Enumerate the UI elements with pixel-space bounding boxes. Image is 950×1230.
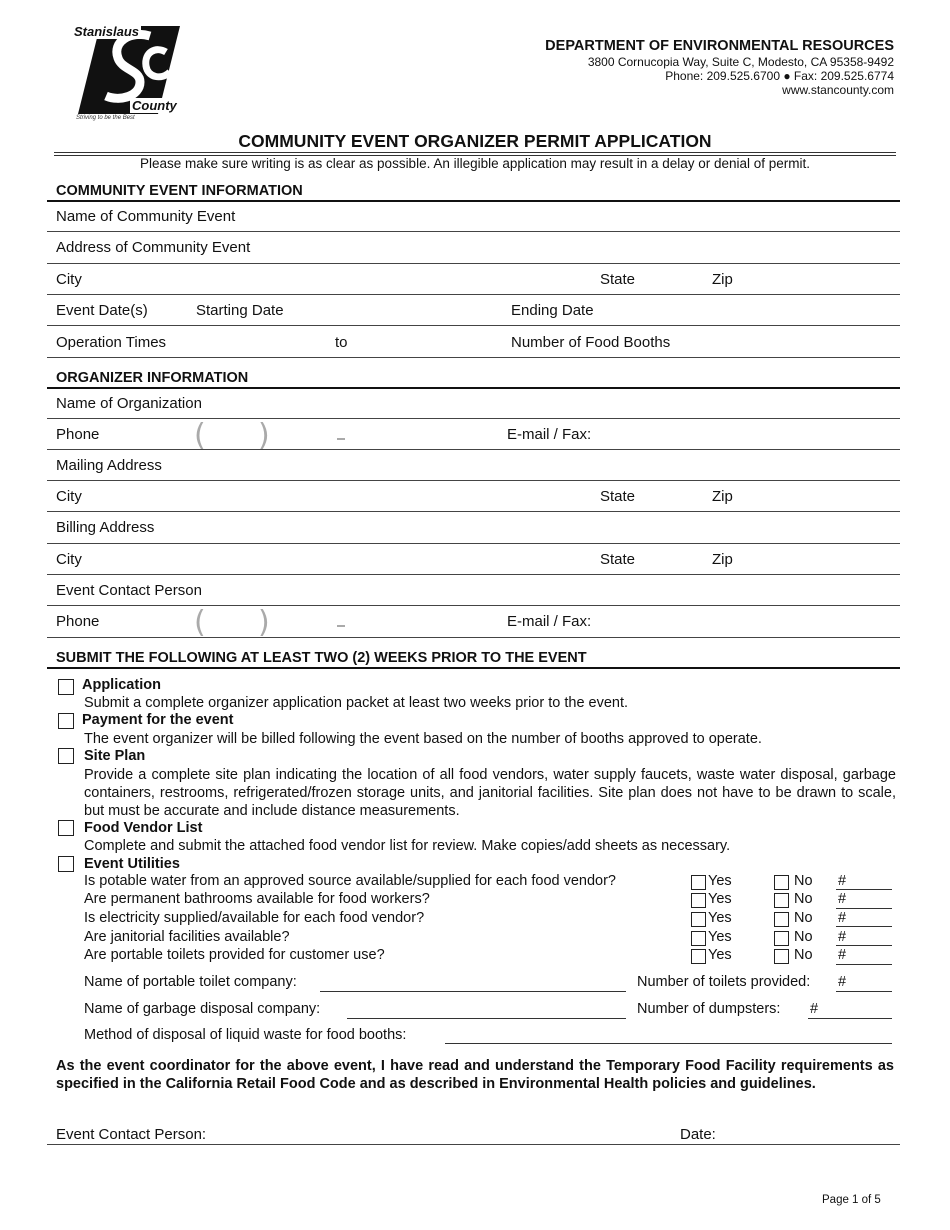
utility-question: Is electricity supplied/available for each food vendor? — [84, 910, 425, 926]
event-section-heading: COMMUNITY EVENT INFORMATION — [56, 183, 303, 199]
count-hash: # — [838, 947, 847, 963]
toilets-provided-label: Number of toilets provided: — [637, 974, 811, 990]
mailing-zip-label: Zip — [712, 488, 733, 505]
item-desc: Provide a complete site plan indicating the location of all food vendors, water supply faucets, waste water disposal, garbage containers, restrooms, refrigerated/frozen storage units, and janitorial facilities. Site plan does not have to be drawn to scale, but must be accurate and include distance measurements. — [84, 767, 896, 819]
organizer-phone-label: Phone — [56, 426, 100, 443]
dumpsters-label: Number of dumpsters: — [637, 1001, 781, 1017]
signature-contact-label: Event Contact Person: — [56, 1126, 207, 1143]
application-checkbox[interactable] — [58, 679, 74, 695]
payment-checkbox[interactable] — [58, 713, 74, 729]
count-field[interactable] — [836, 908, 892, 909]
count-hash: # — [838, 873, 847, 889]
utility-question: Are janitorial facilities available? — [84, 929, 290, 945]
no-label: No — [794, 891, 813, 907]
mailing-address-label: Mailing Address — [56, 457, 162, 474]
phone-area-close-paren: ) — [258, 418, 270, 453]
contact-email-field[interactable] — [600, 609, 890, 635]
event-zip-label: Zip — [712, 271, 733, 288]
rule — [47, 418, 900, 419]
item-title: Event Utilities — [84, 856, 180, 872]
liquid-waste-field[interactable] — [445, 1043, 892, 1044]
phone-area-close-paren: ) — [258, 605, 270, 640]
yes-label: Yes — [708, 929, 732, 945]
toilet-company-label: Name of portable toilet company: — [84, 974, 297, 990]
billing-state-label: State — [600, 551, 636, 568]
yes-label: Yes — [708, 910, 732, 926]
item-desc: The event organizer will be billed following the event based on the number of booths approved to operate. — [84, 731, 762, 747]
no-label: No — [794, 929, 813, 945]
county-logo — [70, 22, 185, 122]
utility-question: Are portable toilets provided for customer use? — [84, 947, 385, 963]
contact-phone-field[interactable] — [205, 609, 485, 635]
operation-to-label: to — [335, 334, 348, 351]
organizer-section-heading: ORGANIZER INFORMATION — [56, 370, 249, 386]
rule — [47, 605, 900, 606]
yes-checkbox[interactable] — [691, 949, 706, 964]
toilet-company-field[interactable] — [320, 991, 626, 992]
rule — [47, 357, 900, 358]
organizer-email-field[interactable] — [600, 422, 890, 448]
event-dates-label: Event Date(s) — [56, 302, 148, 319]
count-field[interactable] — [836, 926, 892, 927]
yes-checkbox[interactable] — [691, 912, 706, 927]
item-title: Food Vendor List — [84, 820, 203, 836]
event-contact-field[interactable] — [215, 578, 890, 604]
mailing-address-field[interactable] — [175, 453, 890, 479]
rule — [47, 200, 900, 202]
logo-tagline: Striving to be the Best — [76, 115, 135, 121]
department-website: www.stancounty.com — [782, 83, 894, 97]
event-city-field[interactable] — [90, 267, 590, 293]
item-title: Application — [82, 677, 161, 693]
submit-section-heading: SUBMIT THE FOLLOWING AT LEAST TWO (2) WEEKS PRIOR TO THE EVENT — [56, 650, 587, 666]
food-booths-label: Number of Food Booths — [511, 334, 671, 351]
department-header — [545, 38, 894, 97]
organization-name-field[interactable] — [215, 391, 890, 417]
rule — [47, 543, 900, 544]
event-zip-field[interactable] — [740, 267, 890, 293]
operation-times-label: Operation Times — [56, 334, 167, 351]
form-title: COMMUNITY EVENT ORGANIZER PERMIT APPLICATION — [238, 131, 712, 151]
event-state-field[interactable] — [645, 267, 705, 293]
yes-checkbox[interactable] — [691, 875, 706, 890]
item-desc: Complete and submit the attached food vendor list for review. Make copies/add sheets as necessary. — [84, 838, 731, 854]
count-hash: # — [838, 910, 847, 926]
no-checkbox[interactable] — [774, 931, 789, 946]
event-address-field[interactable] — [265, 235, 890, 261]
organization-name-label: Name of Organization — [56, 395, 202, 412]
dumpsters-field[interactable] — [808, 1018, 892, 1019]
page-number: Page 1 of 5 — [822, 1194, 881, 1206]
food-booths-field[interactable] — [685, 330, 890, 356]
rule — [47, 480, 900, 481]
count-field[interactable] — [836, 964, 892, 965]
billing-city-field[interactable] — [90, 547, 590, 573]
liquid-waste-label: Method of disposal of liquid waste for food booths: — [84, 1027, 407, 1043]
mailing-city-label: City — [56, 488, 82, 505]
yes-checkbox[interactable] — [691, 931, 706, 946]
ending-date-field[interactable] — [605, 298, 890, 324]
mailing-zip-field[interactable] — [740, 484, 890, 510]
yes-label: Yes — [708, 873, 732, 889]
site-plan-checkbox[interactable] — [58, 748, 74, 764]
logo-top-text: Stanislaus — [74, 24, 140, 39]
signature-date-label: Date: — [680, 1126, 716, 1143]
count-hash: # — [838, 891, 847, 907]
signature-date-field[interactable] — [720, 1122, 890, 1144]
logo-bottom-text: County — [132, 98, 177, 113]
mailing-city-field[interactable] — [90, 484, 590, 510]
mailing-state-field[interactable] — [645, 484, 705, 510]
billing-address-field[interactable] — [170, 515, 890, 541]
billing-state-field[interactable] — [645, 547, 705, 573]
yes-checkbox[interactable] — [691, 893, 706, 908]
department-name: DEPARTMENT OF ENVIRONMENTAL RESOURCES — [545, 38, 894, 54]
billing-zip-label: Zip — [712, 551, 733, 568]
contact-phone-label: Phone — [56, 613, 100, 630]
billing-zip-field[interactable] — [740, 547, 890, 573]
item-title: Payment for the event — [82, 712, 234, 728]
yes-label: Yes — [708, 891, 732, 907]
item-title: Site Plan — [84, 748, 146, 764]
no-checkbox[interactable] — [774, 875, 789, 890]
item-desc: Submit a complete organizer application packet at least two weeks prior to the event. — [84, 695, 629, 711]
rule — [47, 263, 900, 264]
event-name-field[interactable] — [250, 204, 890, 230]
phone-area-open-paren: ( — [194, 605, 206, 640]
no-label: No — [794, 910, 813, 926]
rule — [47, 294, 900, 295]
event-utilities-checkbox[interactable] — [58, 856, 74, 872]
event-state-label: State — [600, 271, 636, 288]
department-address: 3800 Cornucopia Way, Suite C, Modesto, CA 95358-9492 — [587, 55, 894, 69]
rule — [47, 637, 900, 638]
operation-end-time-field[interactable] — [355, 330, 500, 356]
event-contact-label: Event Contact Person — [56, 582, 202, 599]
no-label: No — [794, 947, 813, 963]
organizer-email-label: E-mail / Fax: — [507, 426, 592, 443]
starting-date-label: Starting Date — [196, 302, 284, 319]
event-name-label: Name of Community Event — [56, 208, 236, 225]
organizer-phone-field[interactable] — [205, 422, 485, 448]
no-checkbox[interactable] — [774, 912, 789, 927]
count-field[interactable] — [836, 945, 892, 946]
operation-start-time-field[interactable] — [180, 330, 325, 356]
count-hash: # — [838, 929, 847, 945]
rule — [47, 1144, 900, 1145]
signature-contact-field[interactable] — [215, 1122, 670, 1144]
rule — [47, 574, 900, 575]
billing-address-label: Billing Address — [56, 519, 155, 536]
garbage-company-field[interactable] — [347, 1018, 626, 1019]
event-address-label: Address of Community Event — [56, 239, 251, 256]
rule — [47, 387, 900, 389]
declaration-text: As the event coordinator for the above event, I have read and understand the Temporary Food Facility requirements as specified in the California Retail Food Code and as described in Environmental Health policies and guidelines. — [56, 1058, 894, 1092]
food-vendor-list-checkbox[interactable] — [58, 820, 74, 836]
yes-label: Yes — [708, 947, 732, 963]
utility-question: Is potable water from an approved source available/supplied for each food vendor? — [84, 873, 616, 889]
dumpsters-hash: # — [810, 1001, 819, 1017]
rule — [47, 511, 900, 512]
phone-area-open-paren: ( — [194, 418, 206, 453]
no-checkbox[interactable] — [774, 949, 789, 964]
no-checkbox[interactable] — [774, 893, 789, 908]
mailing-state-label: State — [600, 488, 636, 505]
event-city-label: City — [56, 271, 82, 288]
rule — [47, 325, 900, 326]
utility-question: Are permanent bathrooms available for food workers? — [84, 891, 430, 907]
billing-city-label: City — [56, 551, 82, 568]
count-field[interactable] — [836, 889, 892, 890]
ending-date-label: Ending Date — [511, 302, 594, 319]
contact-email-label: E-mail / Fax: — [507, 613, 592, 630]
instructions: Please make sure writing is as clear as possible. An illegible application may result in a delay or denial of permit. — [139, 156, 811, 171]
toilets-provided-field[interactable] — [836, 991, 892, 992]
garbage-company-label: Name of garbage disposal company: — [84, 1001, 321, 1017]
title-rule-1 — [54, 152, 896, 153]
rule — [47, 449, 900, 450]
rule — [47, 667, 900, 669]
rule — [47, 231, 900, 232]
no-label: No — [794, 873, 813, 889]
department-phone-fax: Phone: 209.525.6700 ● Fax: 209.525.6774 — [665, 69, 894, 83]
toilets-hash: # — [838, 974, 847, 990]
starting-date-field[interactable] — [295, 298, 500, 324]
